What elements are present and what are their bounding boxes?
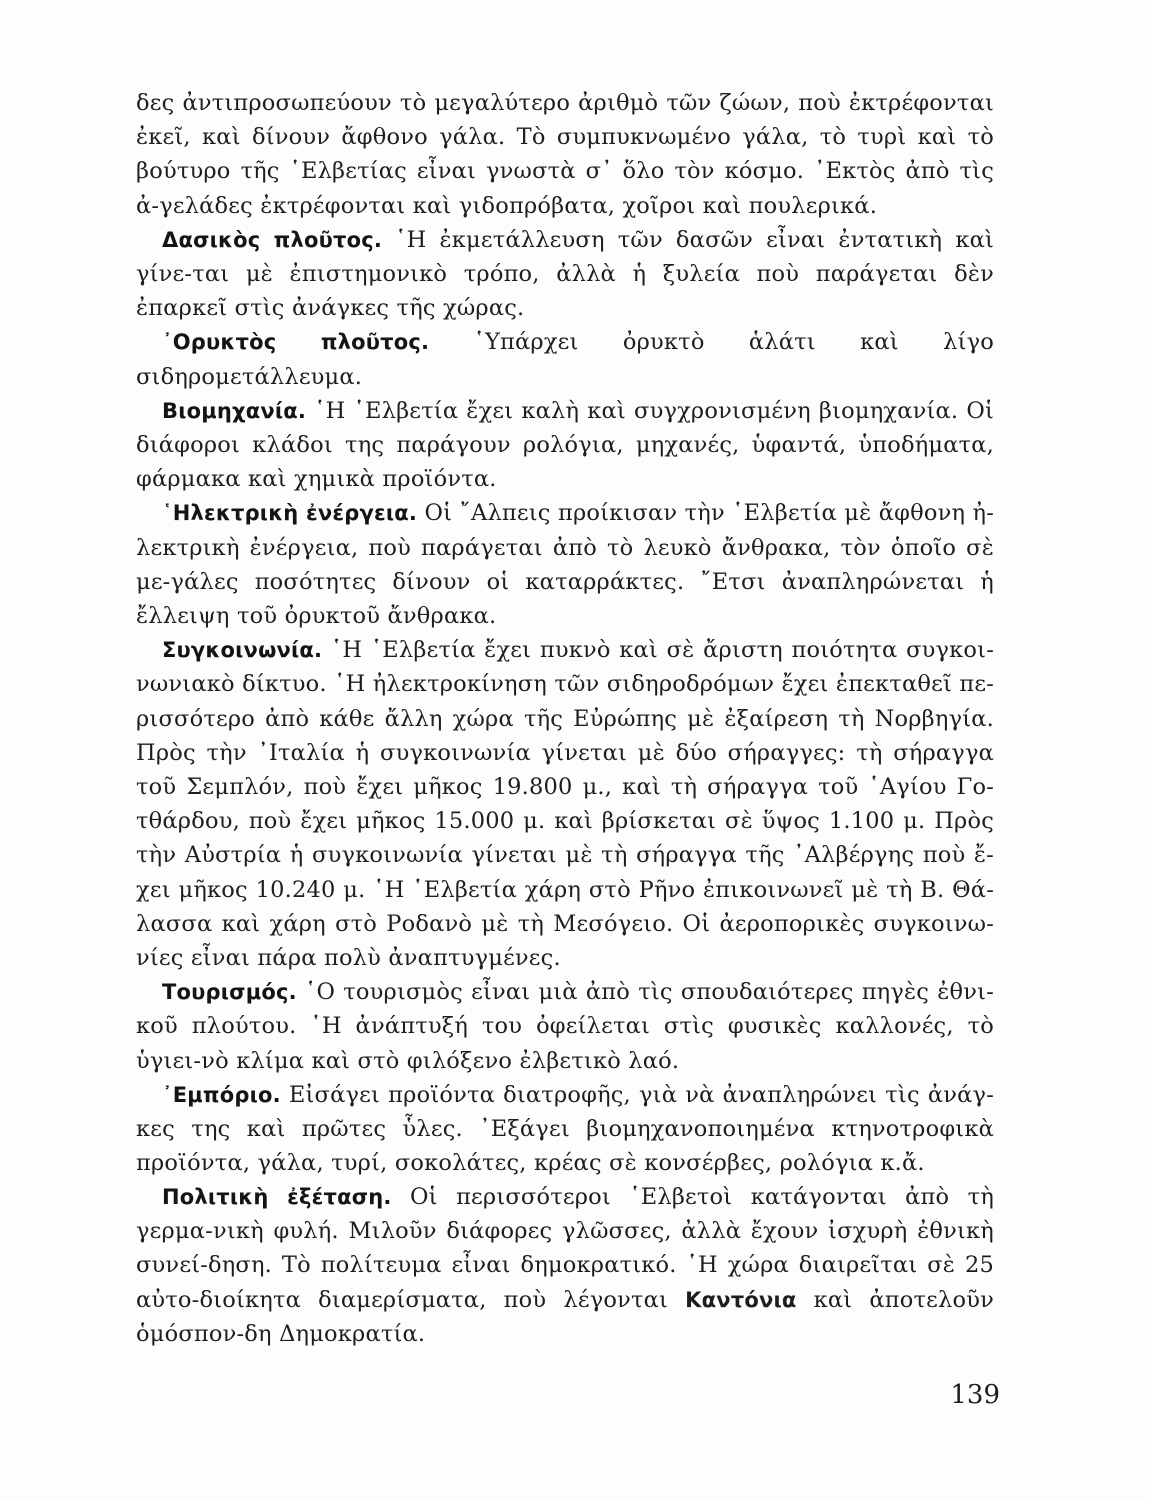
paragraph-electric-energy (136, 496, 994, 633)
paragraph-livestock (136, 86, 994, 223)
page-number: 139 (950, 1380, 1000, 1410)
paragraph-heading: Πολιτικὴ ἐξέταση. (162, 1185, 392, 1209)
paragraph-heading: Συγκοινωνία. (162, 638, 323, 663)
paragraph-tourism (136, 975, 994, 1078)
paragraph-heading: Τουρισμός. (162, 980, 297, 1005)
paragraph-text: δες ἀντιπροσωπεύουν τὸ μεγαλύτερο ἀριθμὸ τῶν ζώων, ποὺ ἐκτρέφονται ἐκεῖ, καὶ δίνουν ἄφθονο γάλα. Τὸ συμπυκνωμένο γάλα, τὸ τυρὶ καὶ τὸ βούτυρο τῆς ῾Ελβετίας εἶναι γνωστὰ σ᾿ ὅλο τὸν κόσμο. ᾿Εκτὸς ἀπὸ τὶς ἀ-γελάδες ἐκτρέφονται καὶ γιδοπρόβατα, χοῖροι καὶ πουλερικά. (136, 90, 994, 219)
paragraph-heading: Βιομηχανία. (162, 398, 307, 423)
paragraph-text-end: καὶ ἀποτελοῦν ὁμόσπον-δη Δημοκρατία. (136, 1286, 994, 1347)
paragraph-forest-wealth (136, 223, 994, 326)
paragraph-text: Οἱ ῎Αλπεις προίκισαν τὴν ῾Ελβετία μὲ ἄφθονη ἠ-λεκτρικὴ ἐνέργεια, ποὺ παράγεται ἀπὸ τὸ λευκὸ ἄνθρακα, τὸν ὁποῖο σὲ με-γάλες ποσότητες δίνουν οἱ καταρράκτες. ῎Ετσι ἀναπληρώνεται ἡ ἔλλειψη τοῦ ὀρυκτοῦ ἄνθρακα. (136, 500, 994, 630)
paragraph-transport (136, 633, 994, 975)
paragraph-political (136, 1180, 994, 1351)
political-section (136, 1180, 994, 1351)
paragraph-text: Οἱ περισσότεροι ῾Ελβετοὶ κατάγονται ἀπὸ τὴ γερμα-νικὴ φυλή. Μιλοῦν διάφορες γλῶσσες, ἀλλὰ ἔχουν ἰσχυρὴ ἐθνικὴ συνεί-δηση. Τὸ πολίτευμα εἶναι δημοκρατικό. ῾Η χώρα διαιρεῖται σὲ 25 αὐτο-διοίκητα διαμερίσματα, ποὺ λέγονται (136, 1184, 995, 1313)
paragraph-industry (136, 394, 994, 497)
cantons-term: Καντόνια (685, 1287, 797, 1312)
economy-section (136, 86, 994, 1181)
paragraph-text: ῾Υπάρχει ὀρυκτὸ ἁλάτι καὶ λίγο σιδηρομετάλλευμα. (136, 329, 994, 390)
paragraph-mineral-wealth (136, 325, 994, 393)
paragraph-heading: ᾿Εμπόριο. (162, 1082, 281, 1107)
paragraph-text: ῾Η ῾Ελβετία ἔχει καλὴ καὶ συγχρονισμένη βιομηχανία. Οἱ διάφοροι κλάδοι της παράγουν ρολόγια, μηχανές, ὑφαντά, ὑποδήματα, φάρμακα καὶ χημικὰ προϊόντα. (136, 397, 994, 493)
paragraph-text: ῾Ο τουρισμὸς εἶναι μιὰ ἀπὸ τὶς σπουδαιότερες πηγὲς ἐθνι-κοῦ πλούτου. ῾Η ἀνάπτυξή του ὀφείλεται στὶς φυσικὲς καλλονές, τὸ ὑγιει-νὸ κλίμα καὶ στὸ φιλόξενο ἐλβετικὸ λαό. (136, 979, 994, 1074)
paragraph-heading: ῾Ηλεκτρικὴ ἐνέργεια. (162, 501, 418, 526)
paragraph-text: ῾Η ἐκμετάλλευση τῶν δασῶν εἶναι ἐντατικὴ καὶ γίνε-ται μὲ ἐπιστημονικὸ τρόπο, ἀλλὰ ἡ ξυλεία ποὺ παράγεται δὲν ἐπαρκεῖ στὶς ἀνάγκες τῆς χώρας. (136, 226, 994, 322)
paragraph-heading: ᾿Ορυκτὸς πλοῦτος. (162, 330, 430, 355)
paragraph-text: Εἰσάγει προϊόντα διατροφῆς, γιὰ νὰ ἀναπληρώνει τὶς ἀνάγ-κες της καὶ πρῶτες ὗλες. ᾿Εξάγει βιομηχανοποιημένα κτηνοτροφικὰ προϊόντα, γάλα, τυρί, σοκολάτες, κρέας σὲ κονσέρβες, ρολόγια κ.ἄ. (136, 1081, 994, 1177)
paragraph-text: ῾Η ῾Ελβετία ἔχει πυκνὸ καὶ σὲ ἄριστη ποιότητα συγκοι-νωνιακὸ δίκτυο. ῾Η ἠλεκτροκίνηση τῶν σιδηροδρόμων ἔχει ἐπεκταθεῖ πε-ρισσότερο ἀπὸ κάθε ἄλλη χώρα τῆς Εὐρώπης μὲ ἐξαίρεση τὴ Νορβηγία. Πρὸς τὴν ᾿Ιταλία ἡ συγκοινωνία γίνεται μὲ δύο σήραγγες: τὴ σήραγγα τοῦ Σεμπλόν, ποὺ ἔχει μῆκος 19.800 μ., καὶ τὴ σήραγγα τοῦ ῾Αγίου Γο-τθάρδου, ποὺ ἔχει μῆκος 15.000 μ. καὶ βρίσκεται σὲ ὕψος 1.100 μ. Πρὸς τὴν Αὐστρία ἡ συγκοινωνία γίνεται μὲ τὴ σήραγγα τῆς ᾿Αλβέργης ποὺ ἔ-χει μῆκος 10.240 μ. ῾Η ῾Ελβετία χάρη στὸ Ρῆνο ἐπικοινωνεῖ μὲ τὴ Β. Θά-λασσα καὶ χάρη στὸ Ροδανὸ μὲ τὴ Μεσόγειο. Οἱ ἀεροπορικὲς συγκοινω-νίες εἶναι πάρα πολὺ ἀναπτυγμένες. (136, 637, 994, 972)
paragraph-heading: Δασικὸς πλοῦτος. (162, 227, 383, 252)
paragraph-trade (136, 1078, 994, 1181)
